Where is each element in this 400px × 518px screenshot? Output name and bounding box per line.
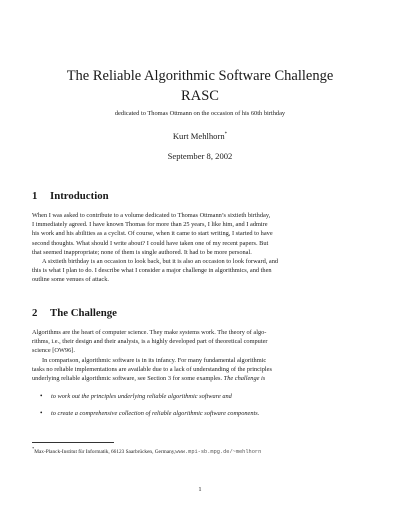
section-number: 1 <box>32 190 38 202</box>
author-footnote-mark: * <box>224 132 228 138</box>
bullet-dot-icon: • <box>40 409 43 417</box>
bullet-item: • to create a comprehensive collection of reliable algorithmic software components. <box>40 409 260 417</box>
paper-subtitle: RASC <box>181 88 219 104</box>
author-line <box>0 131 400 141</box>
footnote-url[interactable]: www.mpi-sb.mpg.de/~mehlhorn <box>175 448 262 455</box>
footnote <box>32 446 369 455</box>
paper-date: September 8, 2002 <box>167 151 233 161</box>
paper-title: The Reliable Algorithmic Software Challenge <box>66 68 334 84</box>
text-line: tasks no reliable implementations are available due to a lack of understanding of the principles <box>32 365 272 373</box>
section-title: Introduction <box>50 190 109 202</box>
footnote-rule <box>32 442 114 443</box>
dedication: dedicated to Thomas Ottmann on the occasion of his 60th birthday <box>114 110 286 117</box>
text-line-indented: In comparison, algorithmic software is in its infancy. For many fundamental algorithmic <box>42 356 267 364</box>
footnote-text: Max-Planck-Institut für Informatik, 66123 Saarbrücken, Germany, <box>34 448 176 455</box>
bullet-dot-icon: • <box>40 392 43 400</box>
author-name: Kurt Mehlhorn <box>172 131 225 141</box>
text-line: rithms, i.e., their design and their analysis, is a highly developed part of theoretical computer <box>32 338 268 346</box>
text-line: that seemed inappropriate; none of them is single authored. It had to be more personal. <box>32 248 252 256</box>
text-line: this is what I plan to do. I describe what I consider a major challenge in algorithmics, and then <box>32 267 272 275</box>
section-number: 2 <box>32 307 38 319</box>
page-number: 1 <box>198 486 202 493</box>
text-line: When I was asked to contribute to a volume dedicated to Thomas Ottmann’s sixtieth birthday, <box>32 212 271 219</box>
emphasis-text: The challenge is <box>223 375 266 383</box>
footnote-mark: * <box>32 446 35 451</box>
text-line: outline some venues of attack. <box>32 276 109 284</box>
text-line: underlying reliable algorithmic software, see Section 3 for some examples. The challenge is <box>32 375 266 383</box>
text-line-indented: A sixtieth birthday is an occasion to look back, but it is also an occasion to look forward, and <box>42 258 279 266</box>
section-heading-introduction <box>32 190 109 202</box>
text-line: second thoughts. What should I write about? I could have taken one of my recent papers. But <box>32 239 269 247</box>
intro-paragraph <box>32 211 369 285</box>
text-line: I immediately agreed. I have known Thomas for more than 25 years, I like him, and I admire <box>32 221 268 229</box>
text-line: science [OW96]. <box>32 347 75 355</box>
bullet-item: • to work out the principles underlying reliable algorithmic software and <box>40 392 232 400</box>
text-line: his work and his abilities as a cyclist. Of course, when it came to start writing, I started to have <box>32 230 273 238</box>
section-title: The Challenge <box>50 307 117 319</box>
challenge-paragraph <box>32 328 369 383</box>
text-line: Algorithms are the heart of computer science. They make systems work. The theory of algo- <box>32 329 267 336</box>
section-heading-challenge <box>32 307 117 319</box>
